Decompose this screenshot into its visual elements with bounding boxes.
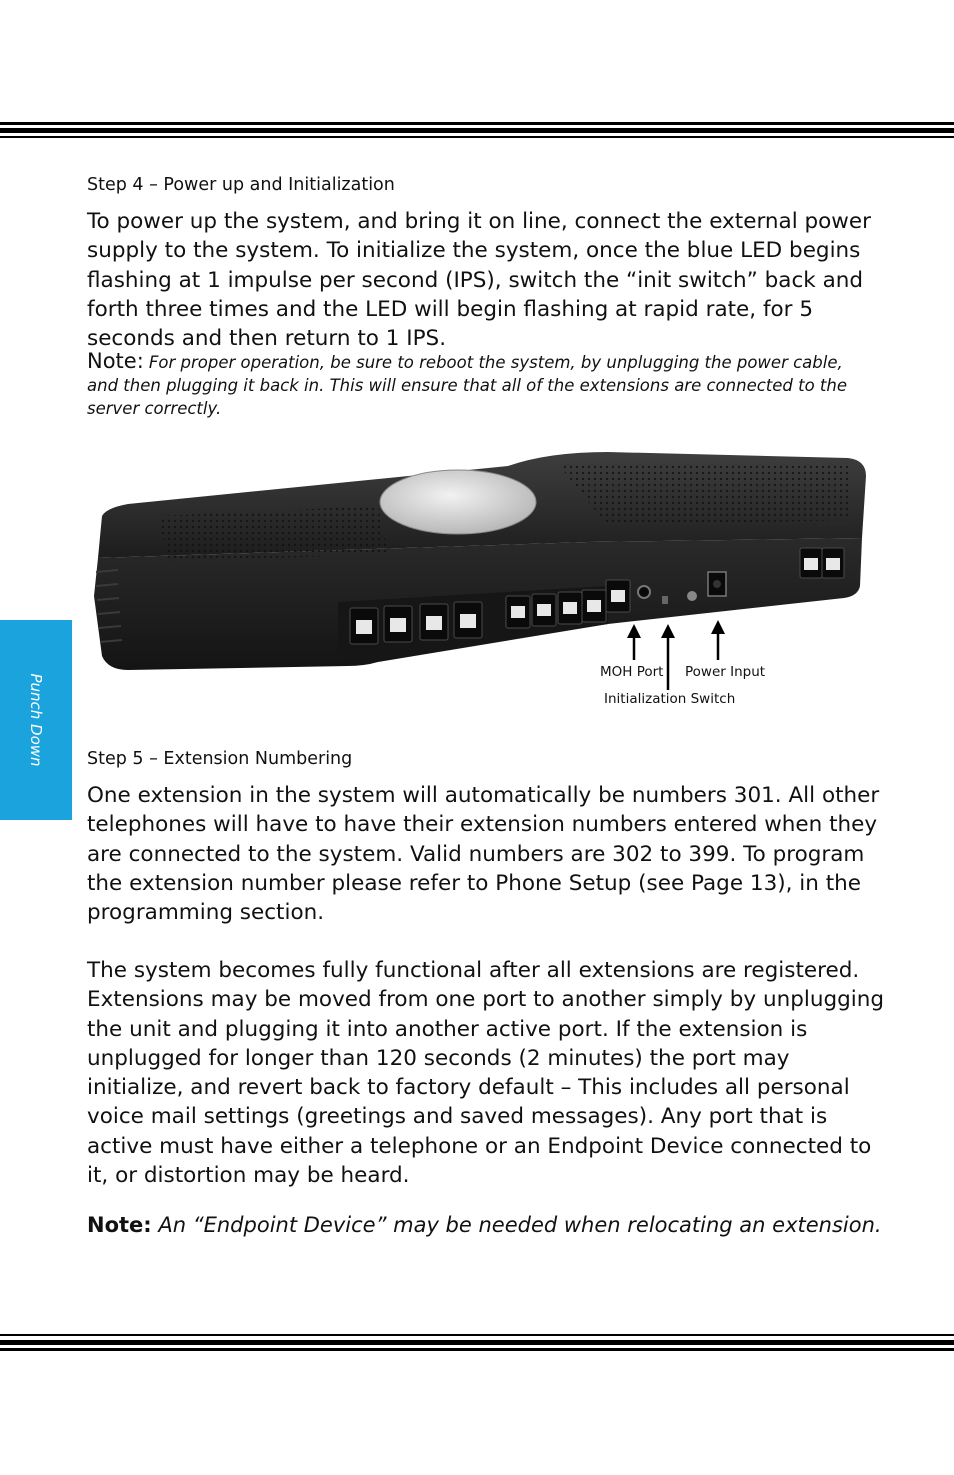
note-text: For proper operation, be sure to reboot the system, by unplugging the power cable, and then plugging it back in. This will ensure that all of the extensions are connected to the server correctly. <box>87 353 848 418</box>
init-switch-callout: Initialization Switch <box>604 691 736 707</box>
side-tab-label: Punch Down <box>27 673 45 767</box>
step4-body: To power up the system, and bring it on line, connect the external power supply to the system. To initialize the system, once the blue LED begins flashing at 1 impulse per second (IPS), switch the “init switch” back and forth three times and the LED will begin flashing at rapid rate, for 5 seconds and then return to 1 IPS. <box>87 209 871 352</box>
bottom-note-label: Note: <box>87 1213 152 1237</box>
step4-note <box>87 350 877 420</box>
step4-heading: Step 4 – Power up and Initialization <box>87 175 395 195</box>
step5-body-paragraph-2: The system becomes fully functional after all extensions are registered. Extensions may be moved from one port to another simply by unplugging the unit and plugging it into another active port. If the extension is unplugged for longer than 120 seconds (2 minutes) the port may initialize, and revert back to factory default – This includes all personal voice mail settings (greetings and saved messages). Any port that is active must have either a telephone or an Endpoint Device connected to it, or distortion may be heard. <box>87 958 884 1189</box>
side-section-tab <box>0 620 72 820</box>
step5-heading: Step 5 – Extension Numbering <box>87 749 353 769</box>
note-label: Note: <box>87 349 144 373</box>
bottom-note <box>87 1213 882 1237</box>
moh-port-callout: MOH Port <box>600 664 664 680</box>
step5-body-paragraph-1: One extension in the system will automatically be numbers 301. All other telephones will have to have their extension numbers entered when they are connected to the system. Valid numbers are 302 to 399. To program the extension number please refer to Phone Setup (see Page 13), in the programming section. <box>87 783 880 926</box>
power-input-callout: Power Input <box>685 664 766 680</box>
bottom-note-text: An “Endpoint Device” may be needed when relocating an extension. <box>158 1213 882 1237</box>
